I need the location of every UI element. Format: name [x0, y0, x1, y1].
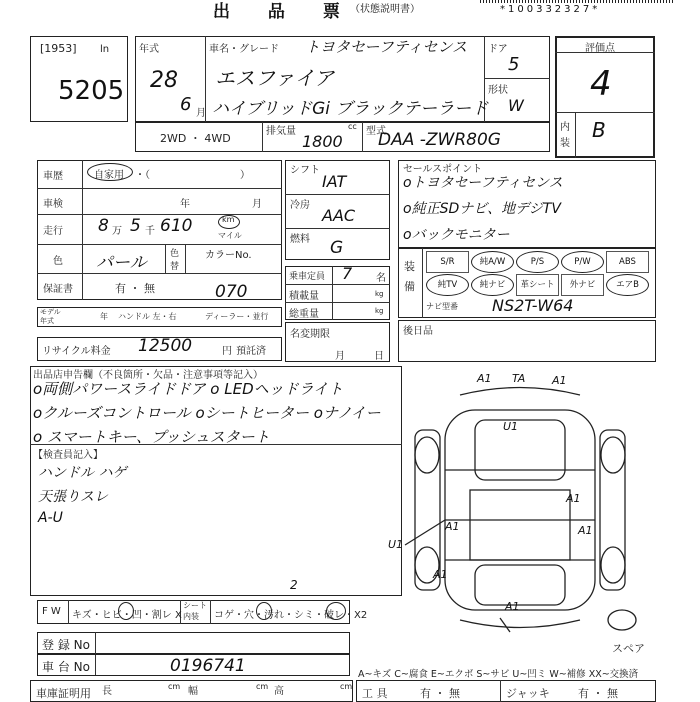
displacement-unit: cc	[348, 122, 357, 131]
form-subtitle: （状態説明書）	[350, 4, 420, 15]
gross-label: 総重量	[289, 309, 319, 320]
mileage-rest: 610	[160, 216, 193, 236]
tools-value: 有 ・ 無	[420, 687, 460, 700]
model-code-value: DAA -ZWR80G	[378, 130, 501, 150]
color-change-2: 替	[170, 262, 180, 272]
load-label: 積載量	[289, 291, 319, 302]
damage-mark: A1	[566, 492, 581, 505]
cert-unit-2: cm	[256, 682, 269, 691]
damage-mark: U1	[503, 420, 519, 433]
recycle-note: 預託済	[236, 346, 266, 357]
model-name: エスファイア	[215, 66, 334, 90]
drive-label: 2WD ・ 4WD	[160, 132, 231, 145]
damage-mark: A1	[552, 374, 567, 387]
spare-label: スペア	[612, 642, 645, 655]
barcode-strip	[480, 0, 675, 3]
mileage-man-unit: 万	[112, 226, 122, 237]
sales-item-1: oトヨタセーフティセンス	[403, 175, 563, 191]
damage-mark: TA	[512, 372, 526, 385]
model-label: 車名・グレード	[209, 44, 279, 55]
displacement-label: 排気量	[266, 126, 296, 137]
fuel-value: G	[330, 238, 344, 258]
interior-label-1: 内	[560, 122, 570, 133]
mileage-mile: マイル	[218, 231, 242, 240]
legend: A~キズ C~腐食 E~エクボ S~サビ U~凹ミ W~補修 XX~交換済	[358, 669, 639, 680]
name-change-label: 名変期限	[290, 329, 330, 340]
note-line-1: o両側パワースライドドア o LEDヘッドライト	[33, 380, 344, 398]
later-box	[398, 320, 656, 362]
interior-value: B	[592, 118, 606, 142]
note-line-2: oクルーズコントロール oシートヒーター oナノイー	[33, 404, 381, 422]
score-label: 評価点	[585, 43, 615, 54]
equipment-item: 純A/W	[471, 251, 514, 273]
warranty-label: 保証書	[43, 284, 73, 295]
gross-unit: kg	[375, 307, 384, 315]
mileage-sen-unit: 千	[145, 226, 155, 237]
model-safety: トヨタセーフティセンス	[305, 38, 468, 56]
doors-label: ドア	[488, 44, 508, 55]
model-code-label: 型式	[366, 126, 386, 137]
equipment-item: ABS	[606, 251, 649, 273]
damage-mark: U1	[388, 538, 404, 551]
chassis-value: 0196741	[170, 656, 246, 676]
inspector-line-3: A-U	[38, 510, 63, 526]
equipment-label-2: 備	[404, 280, 415, 293]
mileage-man: 8	[98, 216, 109, 236]
model-year-unit: 年	[100, 312, 108, 321]
cert-unit-3: cm	[340, 682, 353, 691]
model-year-label-2: 年式	[40, 317, 54, 325]
equipment-item: 純ナビ	[471, 274, 514, 296]
jack-label: ジャッキ	[506, 687, 550, 700]
handle-label: ハンドル 左・右	[118, 312, 177, 321]
load-unit: kg	[375, 290, 384, 298]
chassis-label: 車 台 No	[42, 660, 90, 674]
sales-item-3: oバックモニター	[403, 227, 510, 243]
doors-value: 5	[508, 54, 520, 75]
history-value: 自家用	[94, 170, 124, 181]
year-value: 28	[150, 68, 178, 93]
dealer-label: ディーラー・並行	[205, 312, 269, 321]
mileage-sen: 5	[130, 216, 141, 236]
notes-label: 出品店申告欄（不良箇所・欠品・注意事項等記入）	[33, 370, 263, 381]
model-grade: ハイブリッドGi ブラックテーラード	[212, 99, 489, 119]
aircon-label: 冷房	[290, 200, 310, 211]
damage-circle-2	[256, 602, 272, 620]
damage-circle-1	[118, 602, 134, 620]
color-code-label: カラーNo.	[205, 250, 252, 261]
seat-label-1: シート	[183, 601, 207, 610]
damage-circle-3	[326, 602, 346, 620]
car-diagram	[400, 370, 660, 660]
score-value: 4	[590, 64, 612, 104]
equipment-item: P/S	[516, 251, 559, 273]
fuel-label: 燃料	[290, 234, 310, 245]
cert-width: 幅	[188, 686, 198, 697]
mileage-km: km	[222, 215, 235, 224]
shift-label: シフト	[290, 165, 320, 176]
mileage-label: 走行	[43, 226, 63, 237]
inspection-label: 車検	[43, 199, 63, 210]
jack-value: 有 ・ 無	[578, 687, 618, 700]
cert-label: 車庫証明用	[36, 687, 91, 700]
equipment-item: エアB	[606, 274, 649, 296]
lot-number: 5205	[58, 76, 125, 106]
capacity-value: 7	[342, 264, 353, 283]
aircon-value: AAC	[322, 206, 356, 225]
cert-unit-1: cm	[168, 682, 181, 691]
capacity-unit: 名	[376, 273, 386, 284]
inspector-line-1: ハンドル ハゲ	[38, 465, 127, 481]
name-change-month: 月	[335, 351, 345, 362]
sales-item-2: o純正SDナビ、地デジTV	[403, 201, 561, 217]
color-code-value: 070	[215, 282, 248, 302]
inspection-month-unit: 月	[252, 199, 262, 210]
cert-height: 高	[274, 686, 284, 697]
color-value: パール	[96, 253, 147, 273]
shape-value: W	[508, 96, 524, 115]
cert-length: 長	[102, 686, 112, 697]
displacement-value: 1800	[302, 132, 343, 151]
warranty-value: 有 ・ 無	[115, 282, 155, 295]
navi-label: ナビ型番	[426, 302, 458, 311]
color-label: 色	[53, 256, 63, 267]
shape-label: 形状	[488, 85, 508, 96]
inspector-line-2: 天張りスレ	[38, 489, 108, 505]
lot-suffix: ln	[100, 44, 110, 55]
barcode-number: *100332327*	[500, 4, 601, 15]
equipment-item: 革シート	[516, 274, 559, 296]
tools-label: 工 具	[362, 687, 388, 700]
color-change-1: 色	[170, 249, 180, 259]
damage-fw: F W	[42, 606, 61, 617]
equipment-item: S/R	[426, 251, 469, 273]
shift-value: IAT	[322, 172, 347, 191]
seat-label-2: 内装	[183, 612, 199, 621]
name-change-day: 日	[374, 351, 384, 362]
reg-label: 登 録 No	[42, 638, 90, 652]
recycle-value: 12500	[138, 336, 193, 356]
damage-items: キズ・ヒビ・凹・割レ X	[72, 610, 182, 621]
damage-mark: A1	[505, 600, 520, 613]
damage-mark: A1	[477, 372, 492, 385]
recycle-unit: 円	[222, 346, 232, 357]
lot-code: [1953]	[40, 42, 77, 55]
model-year-label-1: モデル	[40, 308, 61, 316]
recycle-label: リサイクル料金	[42, 346, 111, 357]
seat-items: コゲ・穴・汚れ・シミ・破レ・X2	[214, 610, 368, 621]
damage-mark: A1	[578, 524, 593, 537]
capacity-label: 乗車定員	[289, 272, 326, 282]
navi-value: NS2T-W64	[492, 296, 574, 315]
later-label: 後日品	[403, 326, 433, 337]
history-label: 車歴	[43, 171, 63, 182]
equipment-item: 純TV	[426, 274, 469, 296]
damage-mark: A1	[433, 568, 448, 581]
interior-label-2: 装	[560, 138, 570, 149]
month-value: 6	[180, 94, 192, 115]
inspector-label: 【検査員記入】	[33, 450, 103, 461]
inspection-year-unit: 年	[180, 199, 190, 210]
damage-hand-1: 2	[290, 578, 298, 592]
sales-label: セールスポイント	[403, 164, 483, 175]
month-unit: 月	[196, 108, 206, 119]
equipment-item: 外ナビ	[561, 274, 604, 296]
equipment-label-1: 装	[404, 260, 415, 273]
damage-mark: A1	[445, 520, 460, 533]
history-suffix: ・（ ）	[135, 170, 250, 181]
form-title: 出 品 票	[213, 2, 356, 22]
year-label: 年式	[139, 44, 159, 55]
equipment-item: P/W	[561, 251, 604, 273]
note-line-3: o スマートキー、プッシュスタート	[33, 428, 270, 446]
